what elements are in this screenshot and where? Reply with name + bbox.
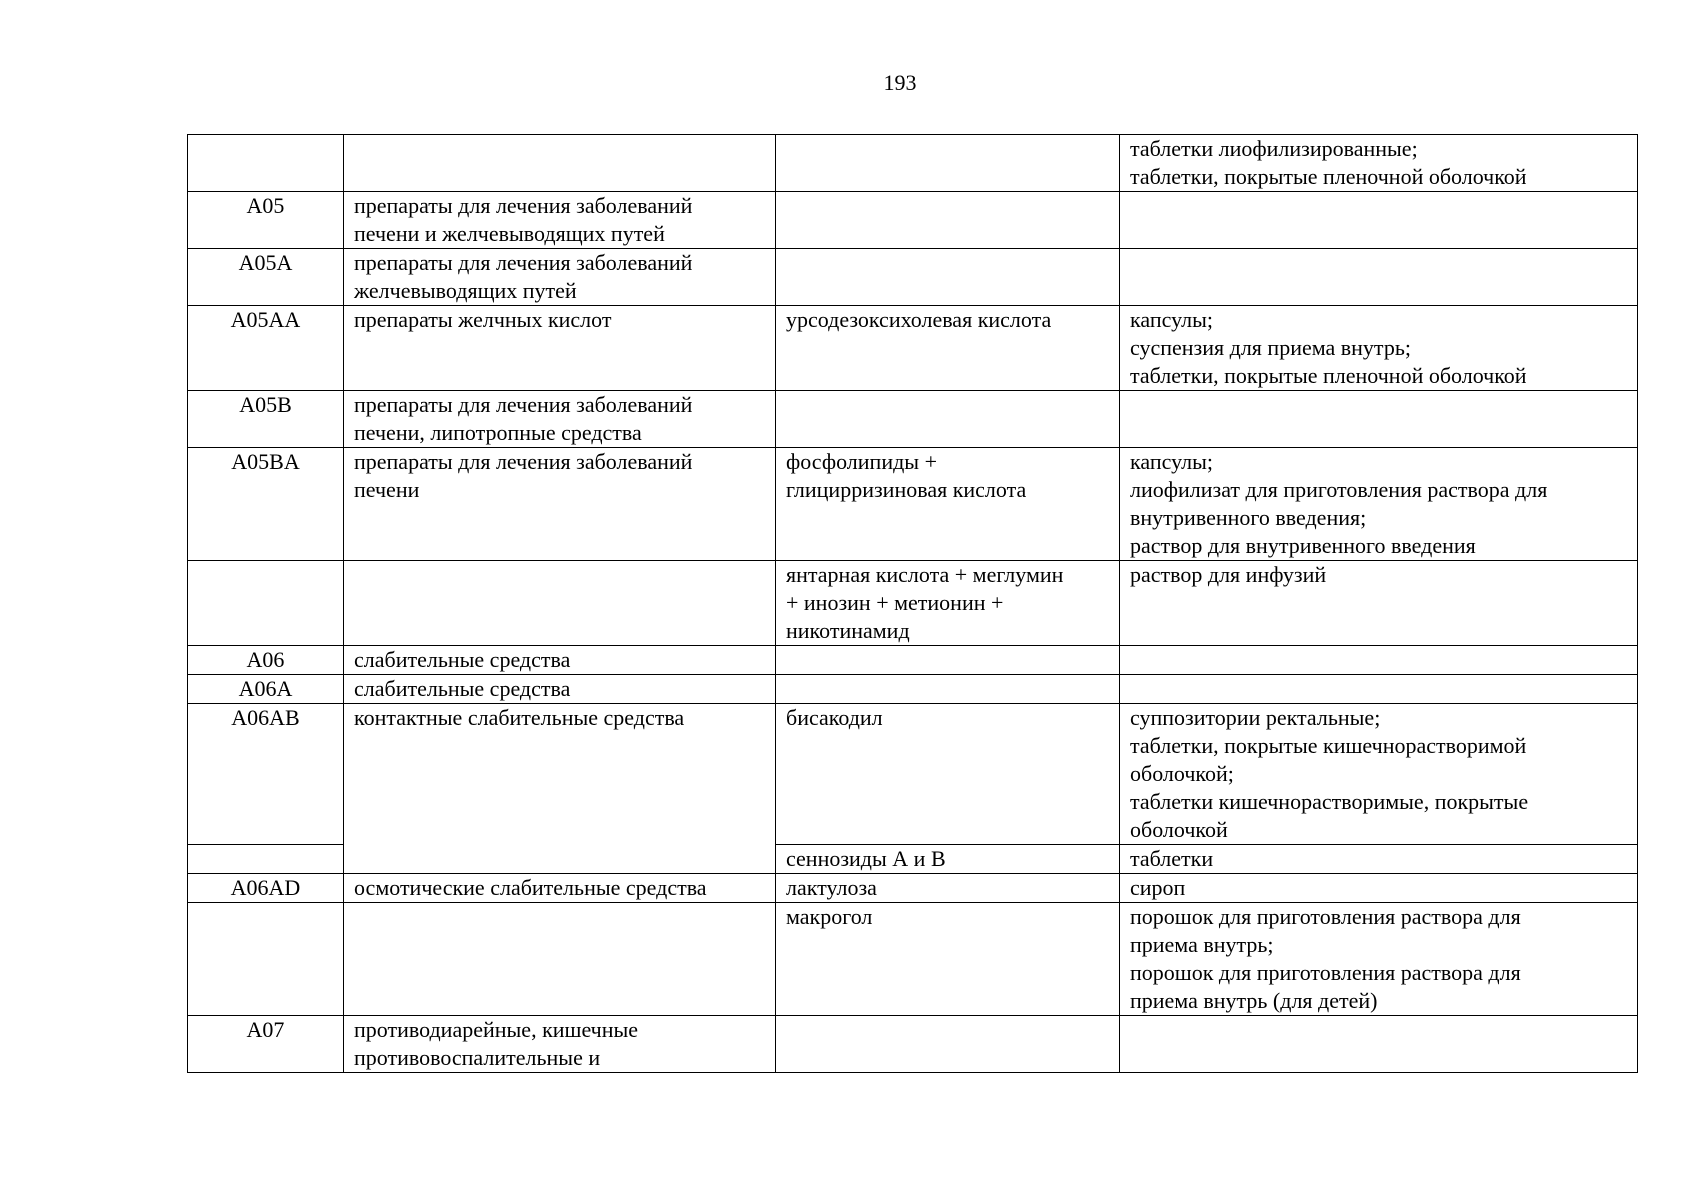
drug-line: бисакодил (786, 705, 883, 730)
drug-name-cell (776, 249, 1120, 306)
drug-name-cell (776, 192, 1120, 249)
form-line: таблетки (1130, 846, 1214, 871)
atc-code-cell: A07 (188, 1016, 344, 1073)
pharmacological-group-cell (344, 874, 776, 903)
form-line: порошок для приготовления раствора для (1130, 904, 1521, 929)
atc-code-cell: A06 (188, 646, 344, 675)
dosage-form-cell (1120, 903, 1638, 1016)
form-line: таблетки, покрытые пленочной оболочкой (1130, 363, 1527, 388)
form-line: таблетки лиофилизированные; (1130, 136, 1418, 161)
atc-code-cell: A05A (188, 249, 344, 306)
atc-code-cell: A05 (188, 192, 344, 249)
form-line: приема внутрь (для детей) (1130, 988, 1378, 1013)
group-line: слабительные средства (354, 676, 571, 701)
table-row (188, 448, 1638, 561)
group-line: контактные слабительные средства (354, 705, 685, 730)
form-line: приема внутрь; (1130, 932, 1274, 957)
pharmacological-group-cell (344, 448, 776, 561)
drug-name-cell (776, 675, 1120, 704)
page-number: 193 (883, 70, 917, 95)
drug-line: макрогол (786, 904, 873, 929)
pharmacological-group-cell (344, 675, 776, 704)
drug-name-cell (776, 845, 1120, 874)
pharmacological-group-cell (344, 704, 776, 874)
form-line: лиофилизат для приготовления раствора для (1130, 477, 1548, 502)
drug-name-cell (776, 448, 1120, 561)
group-line: печени (354, 477, 420, 502)
drug-line: глицирризиновая кислота (786, 477, 1027, 502)
dosage-form-cell (1120, 646, 1638, 675)
drug-line: янтарная кислота + меглумин (786, 562, 1064, 587)
form-line: раствор для инфузий (1130, 562, 1327, 587)
table-row (188, 903, 1638, 1016)
atc-code-cell (188, 561, 344, 646)
atc-code-cell: A06AB (188, 704, 344, 845)
drug-line: урсодезоксихолевая кислота (786, 307, 1052, 332)
group-line: препараты для лечения заболеваний (354, 193, 693, 218)
form-line: оболочкой; (1130, 761, 1234, 786)
table-row (188, 874, 1638, 903)
dosage-form-cell (1120, 192, 1638, 249)
table-row (188, 1016, 1638, 1073)
pharmacological-group-cell (344, 192, 776, 249)
atc-code-cell (188, 135, 344, 192)
group-line: противодиарейные, кишечные (354, 1017, 639, 1042)
dosage-form-cell (1120, 249, 1638, 306)
atc-code-cell: A06A (188, 675, 344, 704)
drug-name-cell (776, 391, 1120, 448)
group-line: осмотические слабительные средства (354, 875, 707, 900)
dosage-form-cell (1120, 448, 1638, 561)
pharmacological-group-cell (344, 306, 776, 391)
drug-name-cell (776, 306, 1120, 391)
group-line: препараты желчных кислот (354, 307, 612, 332)
dosage-form-cell (1120, 1016, 1638, 1073)
drug-name-cell (776, 646, 1120, 675)
atc-code-cell: A05BA (188, 448, 344, 561)
group-line: слабительные средства (354, 647, 571, 672)
table-row (188, 135, 1638, 192)
drug-line: никотинамид (786, 618, 910, 643)
drug-name-cell (776, 1016, 1120, 1073)
pharmacological-group-cell (344, 135, 776, 192)
table-row (188, 391, 1638, 448)
drug-line: лактулоза (786, 875, 877, 900)
dosage-form-cell (1120, 874, 1638, 903)
form-line: таблетки, покрытые пленочной оболочкой (1130, 164, 1527, 189)
atc-code-cell (188, 845, 344, 874)
table-row (188, 704, 1638, 845)
dosage-form-cell (1120, 704, 1638, 845)
atc-code-cell: A05B (188, 391, 344, 448)
table-row (188, 675, 1638, 704)
group-line: противовоспалительные и (354, 1045, 601, 1070)
table-row (188, 192, 1638, 249)
form-line: внутривенного введения; (1130, 505, 1367, 530)
form-line: таблетки кишечнорастворимые, покрытые (1130, 789, 1529, 814)
dosage-form-cell (1120, 135, 1638, 192)
medication-table (187, 134, 1638, 1073)
group-line: препараты для лечения заболеваний (354, 250, 693, 275)
table-row (188, 306, 1638, 391)
atc-code-cell: A05AA (188, 306, 344, 391)
form-line: порошок для приготовления раствора для (1130, 960, 1521, 985)
form-line: суппозитории ректальные; (1130, 705, 1381, 730)
form-line: капсулы; (1130, 449, 1213, 474)
drug-line: + инозин + метионин + (786, 590, 1004, 615)
dosage-form-cell (1120, 561, 1638, 646)
pharmacological-group-cell (344, 646, 776, 675)
group-line: печени и желчевыводящих путей (354, 221, 665, 246)
group-line: печени, липотропные средства (354, 420, 642, 445)
pharmacological-group-cell (344, 249, 776, 306)
pharmacological-group-cell (344, 561, 776, 646)
dosage-form-cell (1120, 306, 1638, 391)
group-line: желчевыводящих путей (354, 278, 577, 303)
drug-name-cell (776, 561, 1120, 646)
atc-code-cell (188, 903, 344, 1016)
form-line: таблетки, покрытые кишечнорастворимой (1130, 733, 1527, 758)
form-line: суспензия для приема внутрь; (1130, 335, 1411, 360)
table-row (188, 561, 1638, 646)
dosage-form-cell (1120, 675, 1638, 704)
dosage-form-cell (1120, 391, 1638, 448)
drug-name-cell (776, 704, 1120, 845)
atc-code-cell: A06AD (188, 874, 344, 903)
drug-name-cell (776, 874, 1120, 903)
drug-line: сеннозиды А и В (786, 846, 946, 871)
table-row (188, 249, 1638, 306)
group-line: препараты для лечения заболеваний (354, 449, 693, 474)
pharmacological-group-cell (344, 391, 776, 448)
drug-name-cell (776, 135, 1120, 192)
pharmacological-group-cell (344, 1016, 776, 1073)
table-row (188, 646, 1638, 675)
form-line: раствор для внутривенного введения (1130, 533, 1476, 558)
group-line: препараты для лечения заболеваний (354, 392, 693, 417)
form-line: оболочкой (1130, 817, 1228, 842)
drug-name-cell (776, 903, 1120, 1016)
pharmacological-group-cell (344, 903, 776, 1016)
form-line: капсулы; (1130, 307, 1213, 332)
dosage-form-cell (1120, 845, 1638, 874)
drug-line: фосфолипиды + (786, 449, 937, 474)
form-line: сироп (1130, 875, 1186, 900)
